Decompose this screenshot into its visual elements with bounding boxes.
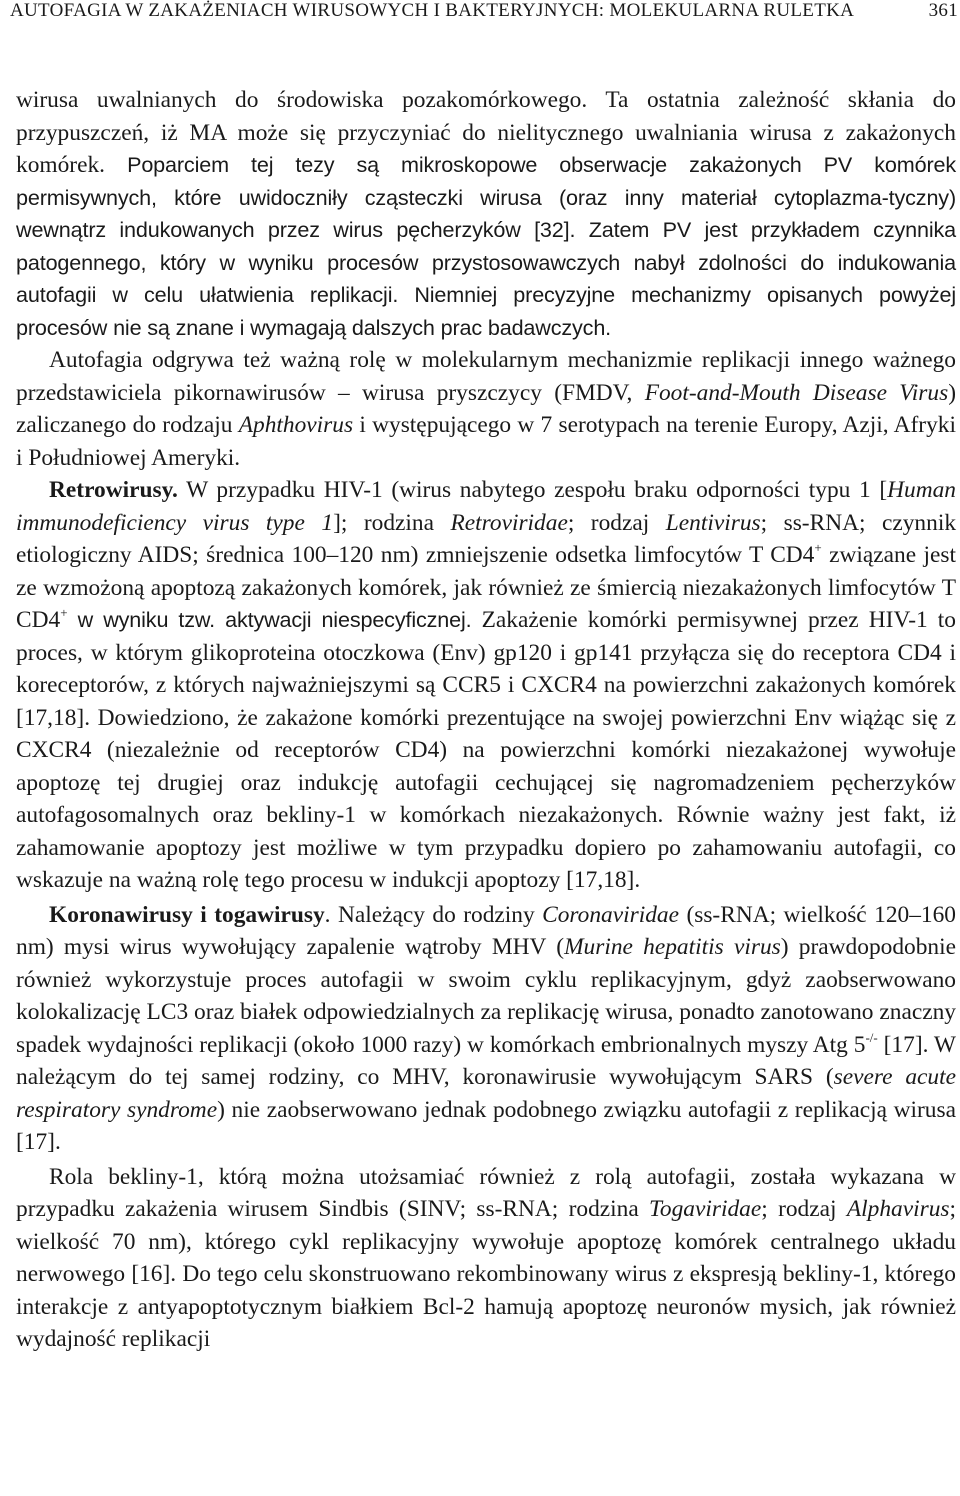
p5-italic-genus: Alphavirus [846,1196,950,1222]
p3-italic-family: Retroviridae [450,509,568,536]
p2-text-3: i występującego w 7 serotypach na terenie Europy, Azji, Afryki i Południowej Ameryki. [16,412,956,471]
p4-text-3: ) prawdopodobnie również wykorzystuje proces autofagii w swoim cyklu replikacyjnym, gdyż zaobserwowano kolokalizację LC3 oraz białek odpowiedzialnych za replikację wirusa, ponadto zanotowano znaczny spadek wydajności replikacji (około 1000 razy) w komórkach embrionalnych myszy Atg 5 [16,934,956,1058]
p5-text: Rola bekliny-1, którą można utożsamiać również z rolą autofagii, została wykazana w przypadku zakażenia wirusem Sindbis (SINV; ss-RNA; rodzina [16,1163,956,1222]
superscript-knockout: -/- [865,1029,878,1045]
p2-italic-fmdv: Foot-and-Mouth Disease Virus [644,379,949,406]
p1-text-sans: Poparciem tej tezy są mikroskopowe obserwacje zakażonych PV komórek permisywnych, które uwidoczniły cząsteczki wirusa (oraz inny materiał cytoplazma-tyczny) wewnątrz indukowanych przez wirus pęcherzyków [32]. Zatem PV jest przykładem czynnika patogennego, który w wyniku procesów przystosowawczych nabył zdolności do indukowania autofagii w celu ułatwienia replikacji. [16,152,957,307]
p3-text-2: ]; rodzina [333,509,451,536]
page-number: 361 [928,0,958,21]
superscript-plus: + [814,540,822,555]
paragraph-beklina [16,1161,956,1356]
p3-text-6: Zakażenie komórki permisywnej przez HIV-1 to proces, w którym glikoproteina otoczkowa (Env) gp120 i gp141 przyłącza się do receptora CD4 i koreceptorów, z których najważniejszymi są CCR5 i CXCR4 na powierzchni zakażonych komórek [17,18]. Dowiedziono, że zakażone komórki prezentujące na swojej powierzchni Env wiążąc się z CXCR4 (niezależnie od receptorów CD4) na powierzchni komórki niezakażonej wywołuje apoptozę tej drugiej oraz indukcję autofagii cechującej się nagromadzeniem pęcherzyków autofagosomalnych oraz bekliny-1 w komórkach niezakażonych. Równie ważny jest fakt, iż zahamowanie apoptozy jest możliwe w tym przypadku dopiero po zahamowaniu autofagii, co wskazuje na ważną rolę tego procesu w indukcji apoptozy [17,18]. [16,607,956,893]
p4-text-2: (ss-RNA; wielkość 120–160 nm) mysi wirus wywołujący zapalenie wątroby MHV ( [16,901,957,960]
p2-text: Autofagia odgrywa też ważną rolę w molekularnym mechanizmie replikacji innego ważnego przedstawiciela pikornawirusów – wirusa pryszczycy (FMDV, [16,347,956,406]
p4-italic-family: Coronaviridae [542,901,679,928]
running-header [10,0,958,32]
running-title: AUTOFAGIA W ZAKAŻENIACH WIRUSOWYCH I BAKTERYJNYCH: MOLEKULARNA RULETKA [10,0,855,21]
p2-italic-genus: Aphthovirus [238,412,354,438]
p5-italic-family: Togaviridae [649,1196,762,1222]
p1-text-serif: wirusa uwalnianych do środowiska pozakomórkowego. Ta ostatnia zależność skłania do przypuszczeń, iż MA może się przyczyniać do nielitycznego uwalniania wirusa z zakażonych komórek. [16,87,956,178]
superscript-plus-2: + [60,605,68,620]
p4-italic-mhv: Murine hepatitis virus [564,934,781,960]
p3-text-4: ; ss-RNA; czynnik etiologiczny AIDS; średnica 100–120 nm) zmniejszenie odsetka limfocytów T CD4 [16,509,957,568]
p4-text-4: [17]. W należącym do tej samej rodziny, co MHV, koronawirusie wywołującym SARS ( [16,1031,957,1090]
p3-text-3: ; rodzaj [567,509,666,536]
section-heading-koronawirusy: Koronawirusy i togawirusy [49,901,325,928]
p5-text-3: ; wielkość 70 nm), którego cykl replikacyjny wywołuje apoptozę komórek centralnego układu nerwowego [16]. Do tego celu skonstruowano rekombinowany wirus z ekspresją bekliny-1, którego interakcje z antyapoptotycznym białkiem Bcl-2 hamują apoptozę neuronów mysich, jak również wydajność replikacji [16,1196,956,1352]
p4-italic-sars: severe acute respiratory syndrome [16,1064,956,1123]
p4-text: . Należący do rodziny [324,901,543,928]
paragraph-1 [16,84,956,344]
p4-text-5: ) nie zaobserwowano jednak podobnego związku autofagii z replikacją wirusa [17]. [16,1096,956,1155]
p1-text-sans-2: Niemniej precyzyjne mechanizmy opisanych powyżej procesów nie są znane i wymagają dalszych prac badawczych. [16,282,956,340]
p2-text-2: ) zaliczanego do rodzaju [16,379,956,438]
article-body [16,84,956,1356]
p3-italic-hiv: Human immunodeficiency virus type 1 [16,477,956,536]
p3-text-5: związane jest ze wzmożoną apoptozą zakażonych komórek, jak również ze śmiercią niezakażonych limfocytów T CD4 [16,542,956,633]
p3-text-sans: w wyniku tzw. aktywacji niespecyficznej. [67,607,472,632]
p3-italic-genus: Lentivirus [665,509,761,536]
paragraph-koronawirusy [16,899,956,1159]
paragraph-2 [16,344,956,474]
section-heading-retrowirusy: Retrowirusy. [49,477,178,503]
paragraph-retrowirusy [16,474,956,897]
p3-text: W przypadku HIV-1 (wirus nabytego zespołu braku odporności typu 1 [ [177,477,888,503]
p5-text-2: ; rodzaj [761,1196,847,1222]
